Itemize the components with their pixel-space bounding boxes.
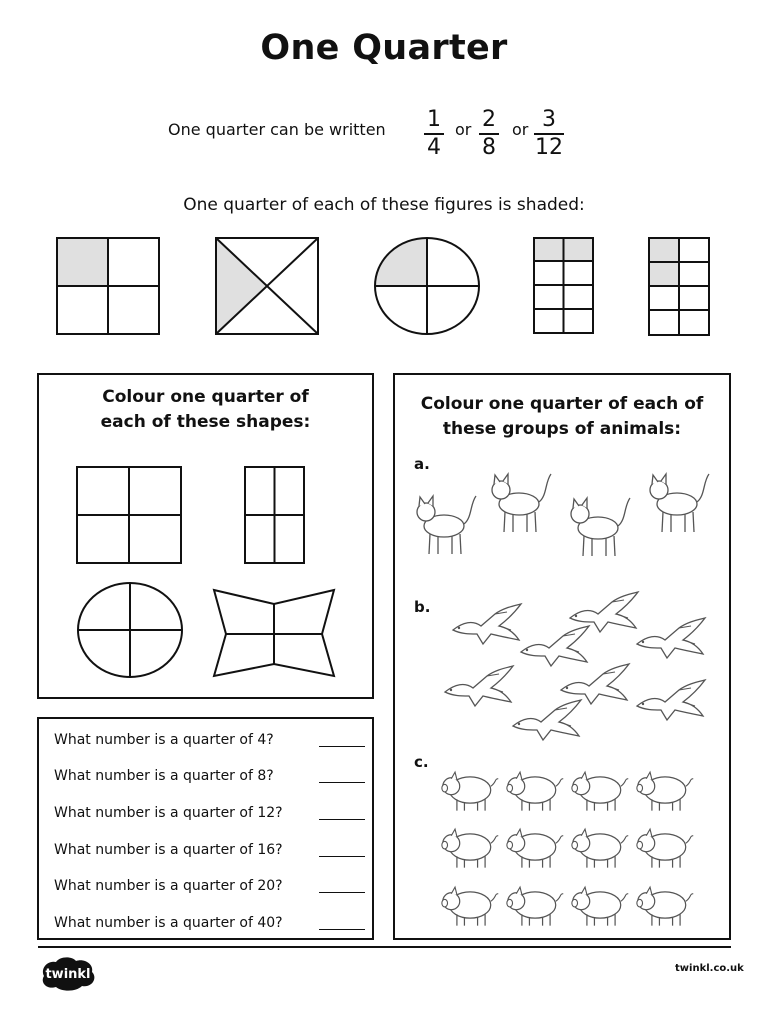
cat-icon[interactable] [487,468,559,536]
fraction-three-twelfths [534,108,564,160]
answer-blank[interactable] [319,819,365,820]
answer-blank[interactable] [319,782,365,783]
shaded-triangle-square-figure [215,237,321,335]
blank-square-shape[interactable] [76,466,182,564]
questions-panel [37,717,374,940]
pig-icon[interactable] [440,880,502,930]
pig-icon[interactable] [505,880,567,930]
fraction-denominator: 8 [482,135,496,160]
pig-icon[interactable] [570,765,632,815]
question-text: What number is a quarter of 40? [54,915,283,931]
bird-icon[interactable] [632,676,710,724]
fraction-numerator: 1 [427,107,441,132]
group-label-a: a. [414,455,430,473]
bird-icon[interactable] [440,662,518,710]
pig-icon[interactable] [570,822,632,872]
title-line-1: Colour one quarter of each of [420,394,704,414]
question-text: What number is a quarter of 16? [54,842,283,858]
cat-icon[interactable] [645,468,717,536]
svg-text:twinkl: twinkl [45,967,91,982]
bird-icon[interactable] [632,614,710,662]
question-text: What number is a quarter of 12? [54,805,283,821]
page-title: One Quarter [260,28,508,68]
answer-blank[interactable] [319,746,365,747]
group-label-c: c. [414,753,429,771]
website-text: twinkl.co.uk [675,963,744,974]
blank-bowtie-shape[interactable] [212,588,336,680]
pig-icon[interactable] [505,822,567,872]
answer-blank[interactable] [319,892,365,893]
question-text: What number is a quarter of 8? [54,768,274,784]
fraction-two-eighths [479,108,499,160]
shaded-grid-column-figure [648,237,712,337]
pig-icon[interactable] [505,765,567,815]
question-text: What number is a quarter of 20? [54,878,283,894]
pig-icon[interactable] [570,880,632,930]
shaded-square-figure [56,237,162,335]
or-text: or [512,120,529,139]
or-text: or [455,120,472,139]
question-text: What number is a quarter of 4? [54,732,274,748]
fraction-numerator: 2 [482,107,496,132]
colour-shapes-title [37,385,374,435]
fraction-numerator: 3 [542,107,556,132]
pig-icon[interactable] [635,880,697,930]
shaded-figures-caption: One quarter of each of these figures is shaded: [183,195,585,215]
intro-text: One quarter can be written [168,120,386,139]
pig-icon[interactable] [635,765,697,815]
colour-animals-title [393,392,731,442]
cat-icon[interactable] [412,490,484,558]
fraction-denominator: 4 [427,135,441,160]
answer-blank[interactable] [319,856,365,857]
bird-icon[interactable] [508,696,586,744]
bird-icon[interactable] [448,600,526,648]
pig-icon[interactable] [440,822,502,872]
blank-rectangle-shape[interactable] [244,466,306,564]
title-line-1: Colour one quarter of [102,387,309,407]
blank-circle-shape[interactable] [77,582,183,678]
title-line-2: each of these shapes: [100,412,311,432]
group-label-b: b. [414,598,431,616]
fraction-denominator: 12 [535,135,563,160]
fraction-one-quarter [424,108,444,160]
cat-icon[interactable] [566,492,638,560]
pig-icon[interactable] [635,822,697,872]
pig-icon[interactable] [440,765,502,815]
title-line-2: these groups of animals: [442,419,682,439]
footer-divider [38,946,731,948]
shaded-grid-top-row-figure [533,237,595,335]
answer-blank[interactable] [319,929,365,930]
shaded-circle-figure [374,237,480,335]
twinkl-logo [38,954,98,992]
